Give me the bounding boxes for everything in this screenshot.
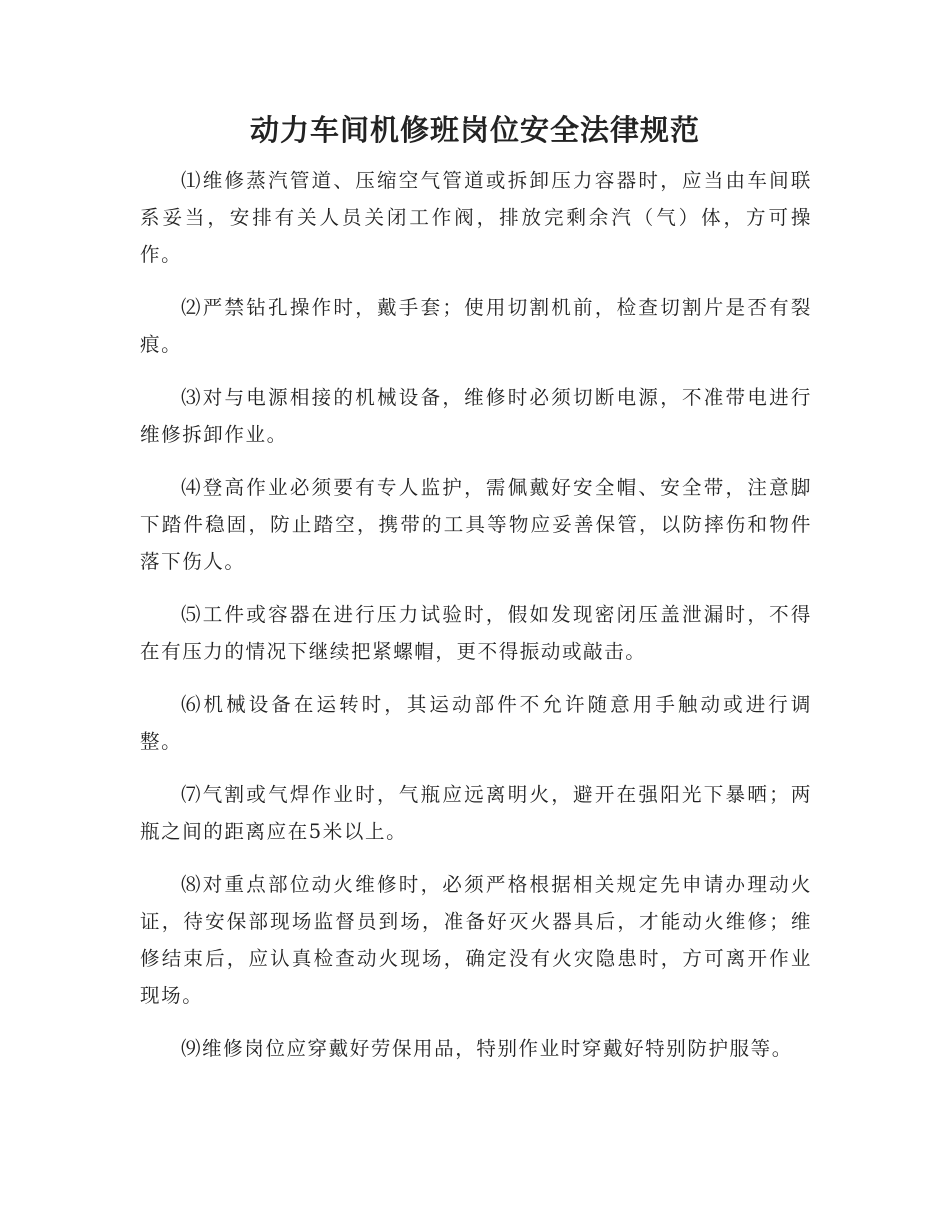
document-title: 动力车间机修班岗位安全法律规范 [249, 113, 700, 147]
paragraph-1: ⑴维修蒸汽管道、压缩空气管道或拆卸压力容器时，应当由车间联系妥当，安排有关人员关闭工作阀，排放完剩余汽（气）体，方可操作。 [140, 169, 812, 266]
paragraph-3: ⑶对与电源相接的机械设备，维修时必须切断电源，不准带电进行维修拆卸作业。 [140, 386, 812, 446]
paragraph-7: ⑺气割或气焊作业时，气瓶应远离明火，避开在强阳光下暴晒；两瓶之间的距离应在5米以上。 [140, 783, 812, 843]
paragraph-2: ⑵严禁钻孔操作时，戴手套；使用切割机前，检查切割片是否有裂痕。 [140, 296, 812, 356]
paragraph-4: ⑷登高作业必须要有专人监护，需佩戴好安全帽、安全带，注意脚下踏件稳固，防止踏空，携带的工具等物应妥善保管，以防摔伤和物件落下伤人。 [140, 476, 812, 573]
paragraph-6: ⑹机械设备在运转时，其运动部件不允许随意用手触动或进行调整。 [140, 693, 812, 753]
document-body [140, 162, 812, 1083]
paragraph-9: ⑼维修岗位应穿戴好劳保用品，特别作业时穿戴好特别防护服等。 [180, 1037, 793, 1060]
paragraph-8: ⑻对重点部位动火维修时，必须严格根据相关规定先申请办理动火证，待安保部现场监督员到场，准备好灭火器具后，才能动火维修；维修结束后，应认真检查动火现场，确定没有火灾隐患时，方可离开作业现场。 [140, 873, 812, 1007]
paragraph-5: ⑸工件或容器在进行压力试验时，假如发现密闭压盖泄漏时，不得在有压力的情况下继续把紧螺帽，更不得振动或敲击。 [140, 603, 812, 663]
